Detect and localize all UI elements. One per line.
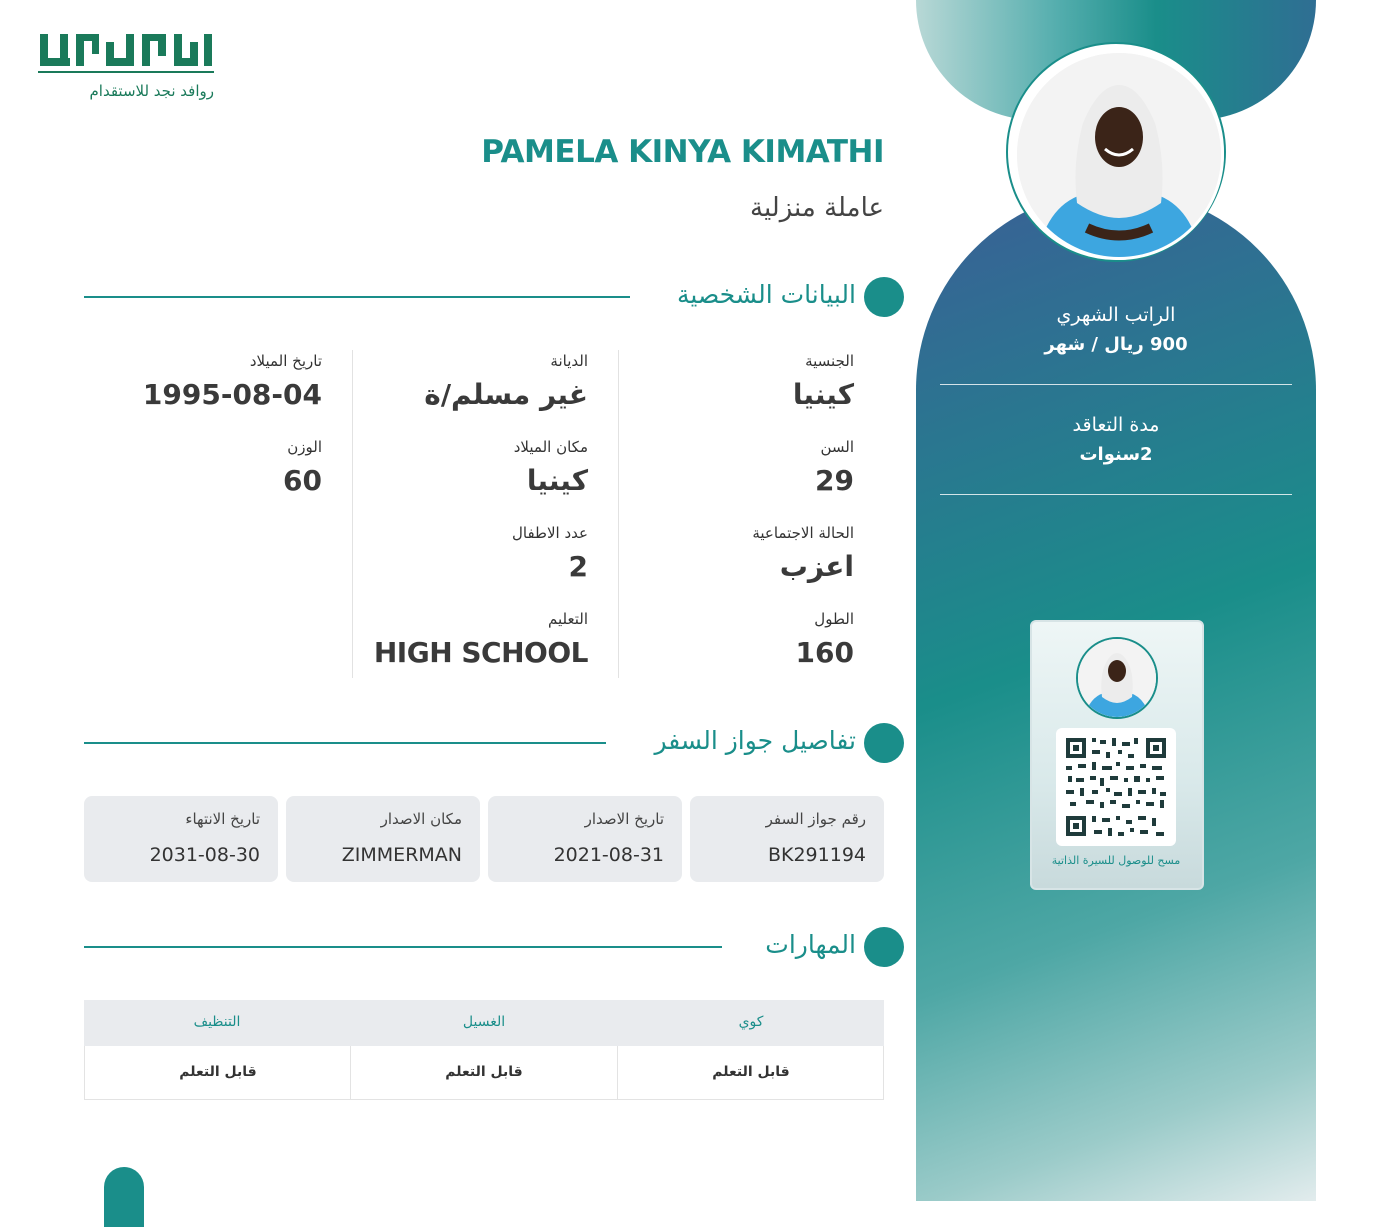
passport-label: تاريخ الانتهاء <box>185 810 260 828</box>
field-label: عدد الاطفال <box>512 524 588 542</box>
field-label: الجنسية <box>805 352 854 370</box>
qr-code[interactable] <box>1056 728 1176 846</box>
skill-level: قابل التعلم <box>445 1064 523 1080</box>
salary-label: الراتب الشهري <box>1056 304 1176 326</box>
field-value-nationality: كينيا <box>792 378 854 411</box>
column-divider <box>618 350 619 678</box>
field-value-weight: 60 <box>283 464 322 497</box>
section-marker <box>864 277 904 317</box>
skills-table-header <box>84 1000 884 1046</box>
passport-card-number <box>690 796 884 882</box>
company-subtitle: روافد نجد للاستقدام <box>89 82 214 100</box>
field-value-birthdate: 1995-08-04 <box>142 378 322 411</box>
job-title: عاملة منزلية <box>750 193 884 223</box>
field-label: السن <box>820 438 854 456</box>
field-value-religion: غير مسلم/ة <box>424 378 588 411</box>
candidate-name: PAMELA KINYA KIMATHI <box>481 134 884 170</box>
section-title-passport: تفاصيل جواز السفر <box>654 726 856 755</box>
section-divider <box>84 946 722 948</box>
field-label: مكان الميلاد <box>513 438 588 456</box>
qr-code-icon <box>1056 728 1176 846</box>
section-divider <box>84 296 630 298</box>
skill-level: قابل التعلم <box>712 1064 790 1080</box>
skill-header: التنظيف <box>193 1014 241 1030</box>
skills-table-row <box>84 1046 884 1100</box>
contract-label: مدة التعاقد <box>1072 414 1160 436</box>
field-value-height: 160 <box>795 636 854 669</box>
skill-header: كوي <box>738 1014 764 1030</box>
person-photo-icon <box>1017 53 1221 257</box>
person-photo-icon <box>1078 639 1156 717</box>
section-marker <box>864 723 904 763</box>
side-divider <box>940 384 1292 385</box>
passport-value: BK291194 <box>767 844 866 866</box>
passport-value: ZIMMERMAN <box>341 844 462 866</box>
side-divider <box>940 494 1292 495</box>
field-label: الديانة <box>550 352 588 370</box>
page-tab-decoration <box>104 1167 144 1227</box>
passport-card-expiry <box>84 796 278 882</box>
field-value-children: 2 <box>568 550 588 583</box>
logo-mark-icon <box>38 28 218 78</box>
skill-level: قابل التعلم <box>179 1064 257 1080</box>
passport-label: مكان الاصدار <box>380 810 462 828</box>
passport-card-issue-place <box>286 796 480 882</box>
contract-value: 2سنوات <box>1079 444 1153 465</box>
section-marker <box>864 927 904 967</box>
field-label: الطول <box>814 610 854 628</box>
passport-value: 2031-08-30 <box>149 844 260 866</box>
passport-card-issue-date <box>488 796 682 882</box>
field-label: الوزن <box>287 438 322 456</box>
field-label: تاريخ الميلاد <box>249 352 322 370</box>
mini-avatar <box>1076 637 1158 719</box>
section-title-skills: المهارات <box>765 930 856 959</box>
field-value-age: 29 <box>815 464 854 497</box>
avatar <box>1014 50 1224 260</box>
section-title-personal: البيانات الشخصية <box>677 280 856 309</box>
column-divider <box>352 350 353 678</box>
salary-value: 900 ريال / شهر <box>1044 334 1188 355</box>
qr-caption: مسح للوصول للسيرة الذاتية <box>1051 854 1181 867</box>
field-label: التعليم <box>548 610 588 628</box>
field-label: الحالة الاجتماعية <box>752 524 854 542</box>
passport-label: رقم جواز السفر <box>765 810 866 828</box>
field-value-marital-status: اعزب <box>779 550 854 583</box>
section-divider <box>84 742 606 744</box>
passport-label: تاريخ الاصدار <box>584 810 664 828</box>
field-value-education: HIGH SCHOOL <box>373 636 588 669</box>
skill-header: الغسيل <box>462 1014 506 1030</box>
passport-value: 2021-08-31 <box>553 844 664 866</box>
field-value-birthplace: كينيا <box>526 464 588 497</box>
